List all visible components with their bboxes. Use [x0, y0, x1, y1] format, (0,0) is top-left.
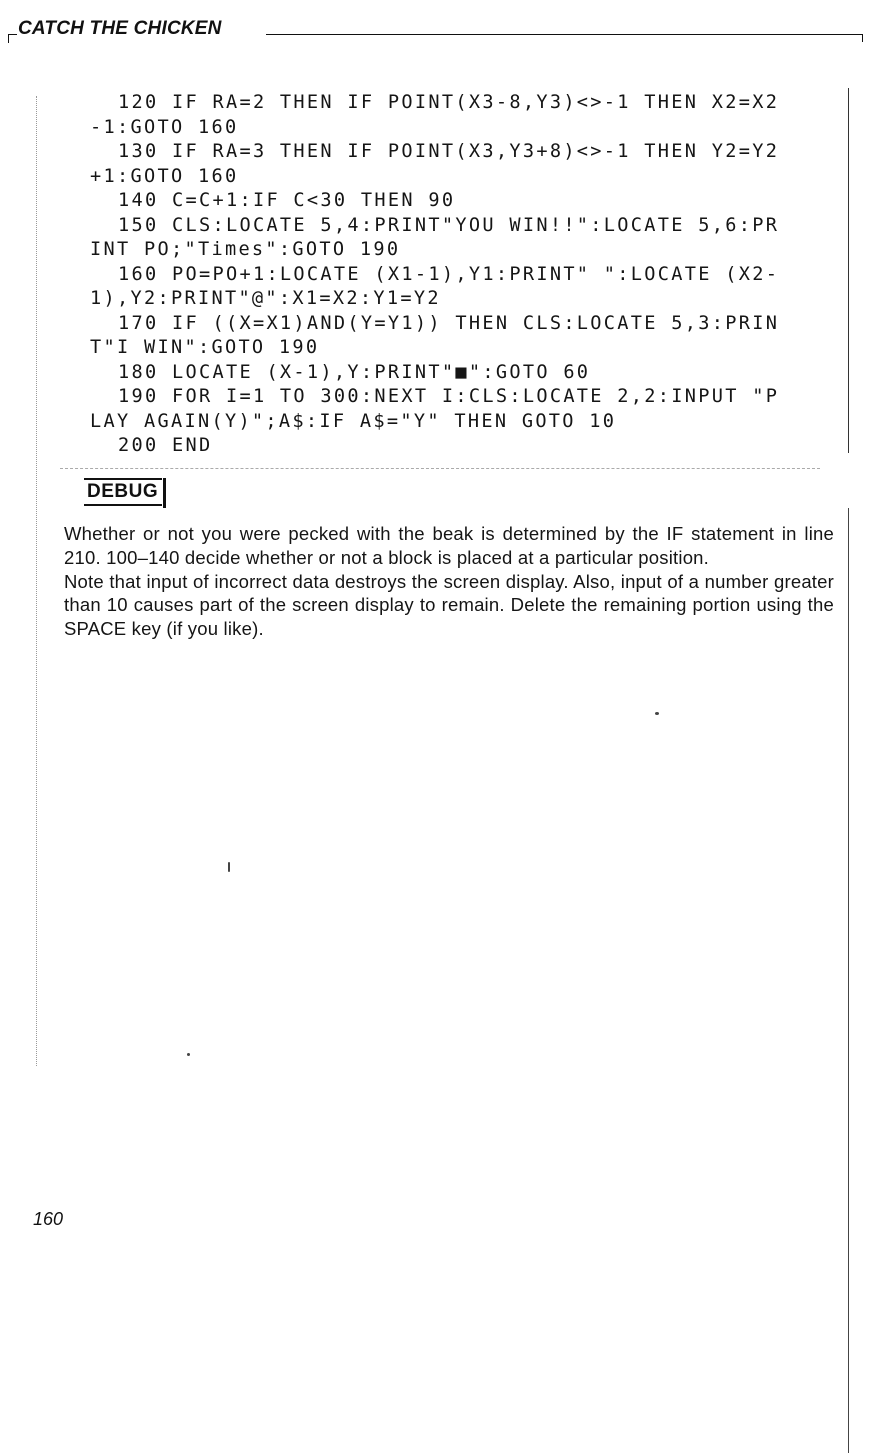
code-line: 150 CLS:LOCATE 5,4:PRINT"YOU WIN!!":LOCATE 5,6:PR [118, 214, 780, 236]
debug-heading: DEBUG [84, 478, 162, 506]
debug-paragraph-1: Whether or not you were pecked with the beak is determined by the IF statement in line 210. 100–140 decide whether or not a block is placed at a particular position. [64, 523, 834, 568]
frame-left-line [36, 96, 37, 1066]
code-line: 1),Y2:PRINT"@":X1=X2:Y1=Y2 [90, 288, 441, 309]
code-line: 140 C=C+1:IF C<30 THEN 90 [118, 190, 456, 211]
print-speck [228, 862, 230, 872]
header-rule-end [862, 34, 863, 42]
page-number: 160 [33, 1209, 64, 1229]
frame-right-line-lower [848, 508, 849, 1453]
code-line: 190 FOR I=1 TO 300:NEXT I:CLS:LOCATE 2,2:INPUT "P [118, 386, 780, 407]
code-line: INT PO;"Times":GOTO 190 [90, 239, 401, 260]
debug-text [64, 522, 834, 641]
page-title: CATCH THE CHICKEN [18, 18, 222, 39]
header-rule [266, 34, 863, 35]
code-line: -1:GOTO 160 [90, 116, 239, 138]
code-line: 200 END [118, 435, 213, 456]
code-line: 120 IF RA=2 THEN IF POINT(X3-8,Y3)<>-1 THEN X2=X2 [118, 92, 780, 113]
code-line: 130 IF RA=3 THEN IF POINT(X3,Y3+8)<>-1 THEN Y2=Y2 [118, 141, 780, 162]
header-bracket [8, 34, 17, 43]
code-line: 170 IF ((X=X1)AND(Y=Y1)) THEN CLS:LOCATE 5,3:PRIN [118, 312, 780, 334]
code-line: 160 PO=PO+1:LOCATE (X1-1),Y1:PRINT" ":LOCATE (X2- [118, 263, 780, 285]
debug-paragraph-2: Note that input of incorrect data destroys the screen display. Also, input of a number greater than 10 causes part of the screen display to remain. Delete the remaining portion using the SPACE key (if you like). [64, 570, 834, 640]
section-divider [60, 468, 820, 469]
code-line: 180 LOCATE (X-1),Y:PRINT"■":GOTO 60 [118, 361, 591, 383]
code-line: T"I WIN":GOTO 190 [90, 337, 320, 358]
code-line: LAY AGAIN(Y)";A$:IF A$="Y" THEN GOTO 10 [90, 410, 617, 432]
page-header [8, 18, 863, 42]
print-speck [655, 712, 659, 715]
code-line: +1:GOTO 160 [90, 165, 239, 187]
code-listing [90, 91, 830, 459]
frame-right-line [848, 88, 849, 453]
print-speck [187, 1053, 190, 1056]
